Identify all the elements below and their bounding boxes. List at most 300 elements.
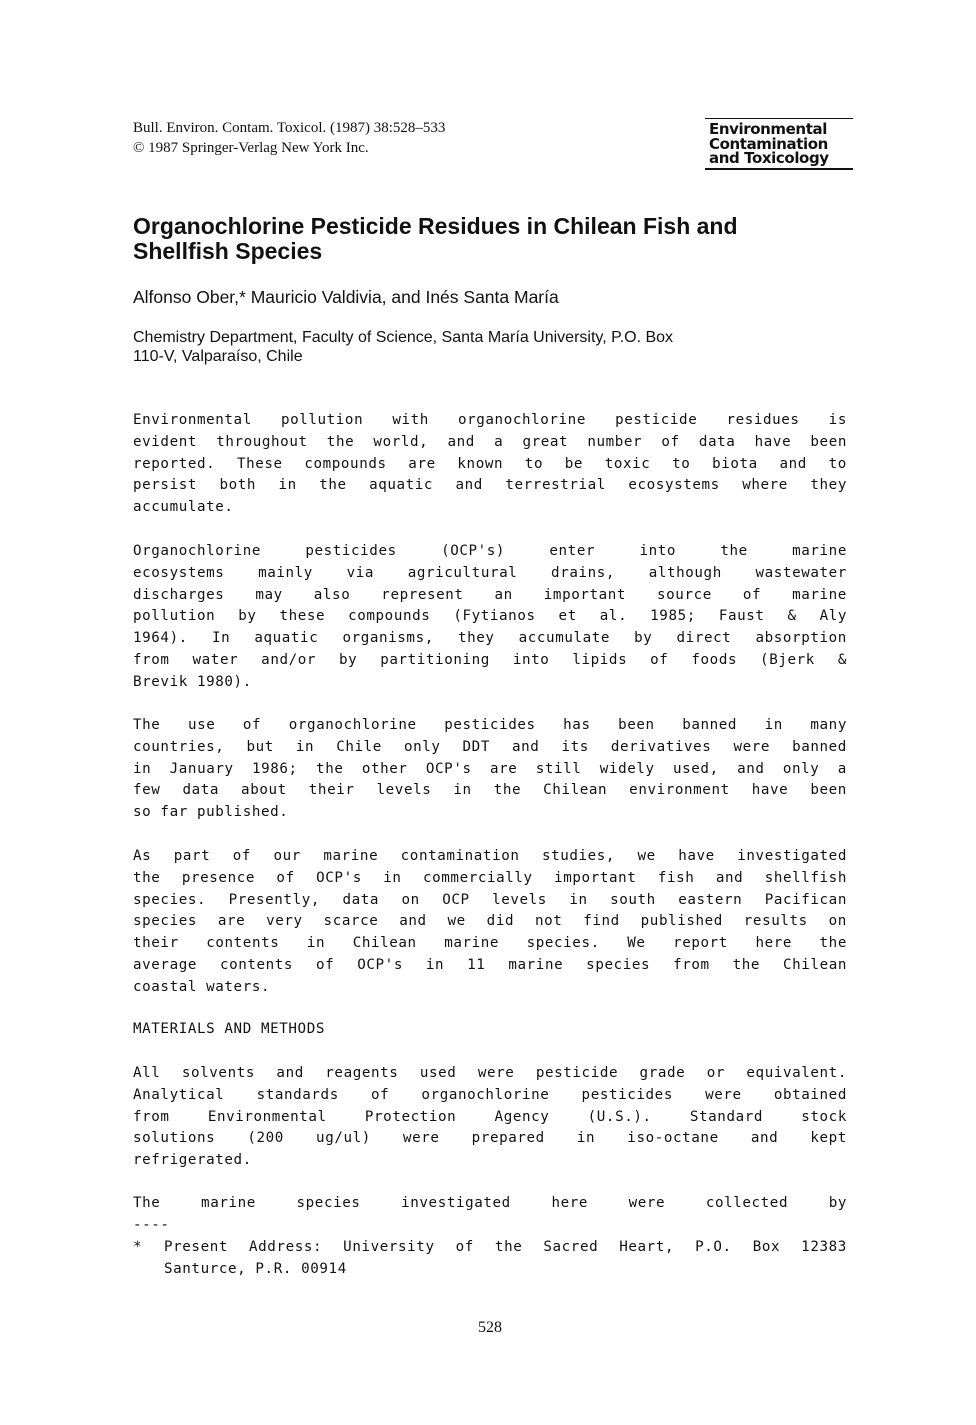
word: Analytical	[133, 1086, 225, 1103]
word: discharges	[133, 586, 225, 603]
word: via	[346, 564, 375, 581]
word: of	[316, 956, 335, 973]
text-line	[133, 432, 847, 454]
word: of	[661, 433, 680, 450]
word: south	[610, 891, 656, 908]
word: very	[266, 913, 303, 930]
text-line	[133, 410, 847, 432]
word: we	[637, 848, 656, 864]
word: Presently,	[228, 891, 320, 908]
word: As	[133, 848, 152, 864]
word: still	[535, 760, 582, 777]
word: were	[477, 1065, 515, 1081]
title-line: Shellfish Species	[133, 238, 323, 264]
word: an	[494, 586, 513, 603]
text-line	[133, 475, 847, 497]
word: evident	[133, 433, 197, 450]
word: although	[648, 564, 722, 581]
word: many	[810, 717, 847, 733]
word: residues	[726, 412, 800, 428]
word: banned	[682, 717, 738, 733]
word: 11	[467, 956, 486, 973]
word: biota	[712, 455, 758, 472]
word: and/or	[261, 651, 317, 668]
word: pesticides	[305, 543, 397, 559]
word: is	[828, 412, 847, 428]
word: levels	[376, 782, 432, 799]
word: collected	[705, 1195, 789, 1211]
text-line: Brevik 1980).	[133, 673, 252, 690]
word: and	[737, 760, 765, 777]
word: from	[673, 956, 710, 973]
word: on	[401, 891, 420, 908]
word: few	[133, 782, 161, 799]
word: from	[133, 1108, 170, 1125]
word: species.	[526, 935, 600, 952]
journal-logo	[705, 118, 853, 170]
word: investigated	[737, 848, 847, 864]
paragraph	[133, 1063, 847, 1172]
word: of	[742, 586, 762, 603]
word: but	[246, 738, 274, 755]
word: are	[217, 913, 246, 930]
word: in	[453, 782, 472, 799]
word: average	[133, 956, 197, 973]
word: other	[361, 760, 408, 777]
word: Chilean	[783, 956, 847, 973]
affiliation-line: 110-V, Valparaíso, Chile	[133, 348, 303, 365]
text-line: refrigerated.	[133, 1152, 252, 1169]
word: pesticides	[581, 1086, 673, 1103]
footnote-line	[164, 1237, 847, 1259]
word: the	[326, 433, 355, 450]
affiliation	[133, 328, 673, 366]
word: from	[133, 651, 170, 668]
paragraph	[133, 541, 847, 694]
word: and	[779, 455, 807, 472]
word: fish	[657, 869, 695, 886]
word: been	[618, 717, 655, 733]
footnote-rule: ----	[133, 1217, 170, 1233]
word: our	[273, 848, 301, 864]
word: widely	[599, 760, 655, 777]
word: use	[187, 717, 216, 733]
word: iso-octane	[627, 1130, 719, 1147]
word: the	[720, 543, 748, 559]
word: Sacred	[543, 1239, 599, 1255]
word: 12383	[801, 1239, 847, 1255]
word: 1985;	[650, 608, 696, 625]
word: stock	[801, 1108, 847, 1125]
word: al.	[599, 608, 628, 625]
word: Organochlorine	[133, 543, 261, 559]
word: ug/ul)	[316, 1130, 371, 1147]
word: a	[494, 433, 504, 450]
word: organochlorine	[421, 1086, 550, 1103]
word: here	[755, 935, 793, 952]
word: ecosystems	[133, 564, 225, 581]
text-line: coastal waters.	[133, 978, 271, 995]
word: All	[133, 1065, 161, 1081]
word: absorption	[755, 630, 847, 647]
word: and	[750, 1130, 779, 1147]
word: countries,	[133, 738, 225, 755]
word: solvents	[181, 1065, 255, 1081]
section-heading: MATERIALS AND METHODS	[133, 1021, 325, 1037]
word: their	[133, 935, 179, 952]
word: and	[276, 1065, 304, 1081]
word: marine	[792, 543, 847, 559]
word: In	[211, 630, 231, 647]
word: contents	[206, 935, 280, 952]
word: DDT	[462, 738, 490, 755]
word: toxic	[604, 455, 651, 472]
word: been	[810, 782, 847, 799]
word: &	[837, 651, 847, 668]
word: data	[342, 891, 380, 908]
word: important	[543, 586, 627, 603]
word: of	[232, 848, 252, 864]
word: species.	[133, 891, 207, 908]
word: derivatives	[610, 738, 712, 755]
word: have	[751, 782, 789, 799]
word: direct	[676, 630, 732, 647]
word: about	[241, 782, 287, 799]
word: the	[133, 869, 161, 886]
word: aquatic	[369, 477, 434, 494]
word: January	[169, 760, 234, 777]
text-line	[133, 715, 847, 737]
word: marine	[201, 1195, 256, 1211]
word: by	[828, 1195, 847, 1211]
word: Address:	[249, 1239, 323, 1255]
text-line	[133, 454, 847, 476]
word: Heart,	[619, 1239, 675, 1255]
word: important	[554, 869, 637, 886]
word: commercially	[423, 869, 533, 886]
text-line: accumulate.	[133, 499, 234, 516]
word: and	[511, 738, 540, 755]
word: (Fytianos	[453, 608, 536, 625]
word: marine	[323, 848, 379, 864]
word: where	[742, 477, 788, 494]
word: published	[640, 913, 723, 930]
word: marine	[444, 935, 500, 952]
text-line	[133, 868, 847, 890]
word: be	[564, 455, 584, 472]
word: eastern	[678, 891, 743, 908]
word: contamination	[400, 848, 520, 864]
word: have	[754, 433, 792, 450]
word: species	[133, 913, 197, 930]
word: University	[343, 1239, 435, 1255]
word: Box	[752, 1239, 781, 1255]
word: were	[628, 1195, 666, 1211]
word: only	[403, 738, 441, 755]
word: to	[524, 455, 544, 472]
word: banned	[792, 738, 847, 755]
text-line	[133, 737, 847, 759]
word: of	[455, 1239, 474, 1255]
word: Present	[164, 1239, 228, 1255]
word: scarce	[323, 913, 379, 930]
word: investigated	[401, 1195, 511, 1211]
word: its	[561, 738, 589, 755]
word: persist	[133, 477, 197, 494]
word: here	[551, 1195, 589, 1211]
word: find	[583, 913, 620, 930]
word: shellfish	[764, 869, 847, 886]
word: species	[586, 956, 651, 973]
word: standards	[256, 1086, 339, 1103]
text-line	[133, 1063, 847, 1085]
word: 1964).	[133, 630, 188, 647]
word: are	[489, 760, 518, 777]
journal-logo-line: Contamination	[709, 134, 828, 153]
word: Standard	[689, 1108, 764, 1125]
word: both	[219, 477, 257, 494]
text-line	[133, 541, 847, 563]
word: did	[486, 913, 515, 930]
word: water	[192, 651, 239, 668]
word: represent	[381, 586, 464, 603]
word: throughout	[216, 433, 308, 450]
word: The	[133, 1195, 161, 1211]
word: world,	[373, 433, 429, 450]
word: into	[639, 543, 677, 559]
citation-line: Bull. Environ. Contam. Toxicol. (1987) 38:528–533	[133, 120, 446, 136]
word: the	[319, 477, 347, 494]
footnote-marker: *	[133, 1239, 143, 1255]
footnote-line: Santurce, P.R. 00914	[164, 1260, 347, 1277]
word: grade	[639, 1065, 686, 1081]
word: in	[576, 1130, 596, 1147]
word: source	[657, 586, 712, 603]
footnote	[133, 1237, 847, 1281]
article-title	[133, 214, 833, 264]
text-line	[133, 1085, 847, 1107]
word: OCP's	[316, 869, 362, 886]
word: into	[512, 651, 550, 668]
word: contents	[219, 956, 294, 973]
word: lipids	[572, 651, 628, 668]
word: compounds	[348, 608, 431, 625]
authors: Alfonso Ober,* Mauricio Valdivia, and Inés Santa María	[133, 287, 559, 307]
word: part	[173, 848, 211, 864]
word: the	[819, 935, 847, 952]
word: pesticide	[615, 412, 698, 428]
journal-logo-line: and Toxicology	[709, 149, 829, 167]
word: organochlorine	[288, 717, 417, 733]
word: Faust	[718, 608, 765, 625]
word: by	[338, 651, 358, 668]
word: and	[447, 433, 475, 450]
word: are	[408, 455, 436, 472]
word: they	[457, 630, 495, 647]
word: obtained	[773, 1086, 847, 1103]
word: the	[493, 782, 522, 799]
word: were	[733, 738, 771, 755]
word: we	[447, 913, 466, 930]
word: solutions	[133, 1130, 216, 1147]
word: report	[673, 935, 728, 952]
word: a	[837, 760, 847, 777]
word: by	[238, 608, 257, 625]
word: (Bjerk	[760, 651, 815, 668]
word: species	[296, 1195, 361, 1211]
word: partitioning	[380, 651, 490, 668]
word: of	[370, 1086, 390, 1103]
text-line	[133, 1128, 847, 1150]
word: compounds	[304, 455, 387, 472]
word: used	[419, 1065, 457, 1081]
word: the	[494, 1239, 523, 1255]
paragraph	[133, 410, 847, 519]
word: Environmental	[207, 1108, 327, 1125]
word: in	[569, 891, 588, 908]
word: or	[706, 1065, 725, 1081]
word: drains,	[551, 564, 616, 581]
word: The	[133, 717, 161, 733]
word: Chile	[336, 738, 382, 755]
text-line	[133, 1193, 847, 1215]
word: has	[563, 717, 591, 733]
word: P.O.	[695, 1239, 732, 1255]
word: used,	[673, 760, 719, 777]
word: in	[133, 760, 152, 777]
word: 1986;	[251, 760, 298, 777]
word: were	[705, 1086, 742, 1103]
word: with	[392, 412, 429, 428]
text-line	[133, 650, 847, 672]
word: pesticides	[444, 717, 536, 733]
text-line	[133, 933, 847, 955]
word: mainly	[258, 564, 313, 581]
text-line	[133, 628, 847, 650]
word: and	[455, 477, 483, 494]
word: by	[634, 630, 653, 647]
word: to	[672, 455, 691, 472]
word: also	[313, 586, 351, 603]
word: kept	[810, 1130, 847, 1147]
paragraph	[133, 846, 847, 999]
word: studies,	[541, 848, 616, 864]
word: OCP's	[357, 956, 403, 973]
text-line	[133, 955, 847, 977]
affiliation-line: Chemistry Department, Faculty of Science, Santa María University, P.O. Box	[133, 329, 674, 346]
word: their	[308, 782, 355, 799]
word: to	[828, 455, 847, 472]
word: data	[182, 782, 220, 799]
word: and	[715, 869, 744, 886]
word: these	[279, 608, 326, 625]
word: reported.	[133, 455, 216, 472]
word: terrestrial	[505, 477, 606, 494]
citation-block	[133, 118, 445, 158]
word: We	[627, 935, 646, 952]
copyright-line: © 1987 Springer-Verlag New York Inc.	[133, 140, 369, 156]
word: marine	[792, 586, 847, 603]
text-line	[133, 846, 847, 868]
word: number	[587, 433, 643, 450]
word: pesticide	[535, 1065, 619, 1081]
title-line: Organochlorine Pesticide Residues in Chilean Fish and	[133, 213, 738, 239]
word: only	[782, 760, 820, 777]
word: ecosystems	[628, 477, 720, 494]
word: great	[522, 433, 569, 450]
word: in	[425, 956, 445, 973]
word: &	[787, 608, 797, 625]
word: marine	[508, 956, 564, 973]
word: (OCP's)	[441, 543, 506, 559]
word: OCP	[442, 891, 470, 908]
word: Pacifican	[764, 891, 847, 908]
text-line	[133, 563, 847, 585]
word: reagents	[325, 1065, 399, 1081]
word: Environmental	[133, 412, 252, 428]
word: environment	[629, 782, 730, 799]
word: foods	[691, 651, 738, 668]
word: Chilean	[543, 782, 608, 799]
word: in	[383, 869, 402, 886]
paragraph	[133, 715, 847, 824]
text-line	[133, 585, 847, 607]
word: Protection	[364, 1108, 457, 1125]
word: presence	[181, 869, 255, 886]
word: have	[678, 848, 715, 864]
word: organochlorine	[457, 412, 586, 428]
page-number: 528	[478, 1319, 502, 1336]
text-line	[133, 759, 847, 781]
word: wastewater	[755, 564, 847, 581]
word: on	[828, 913, 847, 930]
word: levels	[492, 891, 547, 908]
word: These	[236, 455, 283, 472]
word: (U.S.).	[587, 1108, 652, 1125]
word: the	[732, 956, 761, 973]
word: accumulate	[518, 630, 611, 647]
word: not	[534, 913, 563, 930]
word: may	[255, 586, 283, 603]
word: been	[810, 433, 847, 450]
text-line: so far published.	[133, 804, 289, 821]
word: agricultural	[407, 564, 518, 581]
word: in	[306, 935, 326, 952]
word: of	[242, 717, 262, 733]
word: and	[399, 913, 427, 930]
word: pollution	[280, 412, 364, 428]
word: data	[698, 433, 736, 450]
paragraph	[133, 1193, 847, 1215]
word: of	[276, 869, 295, 886]
word: were	[403, 1130, 440, 1147]
word: equivalent.	[746, 1065, 847, 1081]
journal-logo-line: Environmental	[709, 120, 827, 138]
word: aquatic	[254, 630, 319, 647]
word: prepared	[471, 1130, 545, 1147]
word: et	[558, 608, 577, 625]
word: known	[457, 455, 504, 472]
word: in	[278, 477, 297, 494]
word: they	[810, 477, 847, 494]
text-line	[133, 1107, 847, 1129]
word: of	[650, 651, 669, 668]
word: Aly	[819, 608, 847, 625]
word: in	[295, 738, 315, 755]
text-line	[133, 606, 847, 628]
word: OCP's	[425, 760, 472, 777]
word: organisms,	[342, 630, 434, 647]
